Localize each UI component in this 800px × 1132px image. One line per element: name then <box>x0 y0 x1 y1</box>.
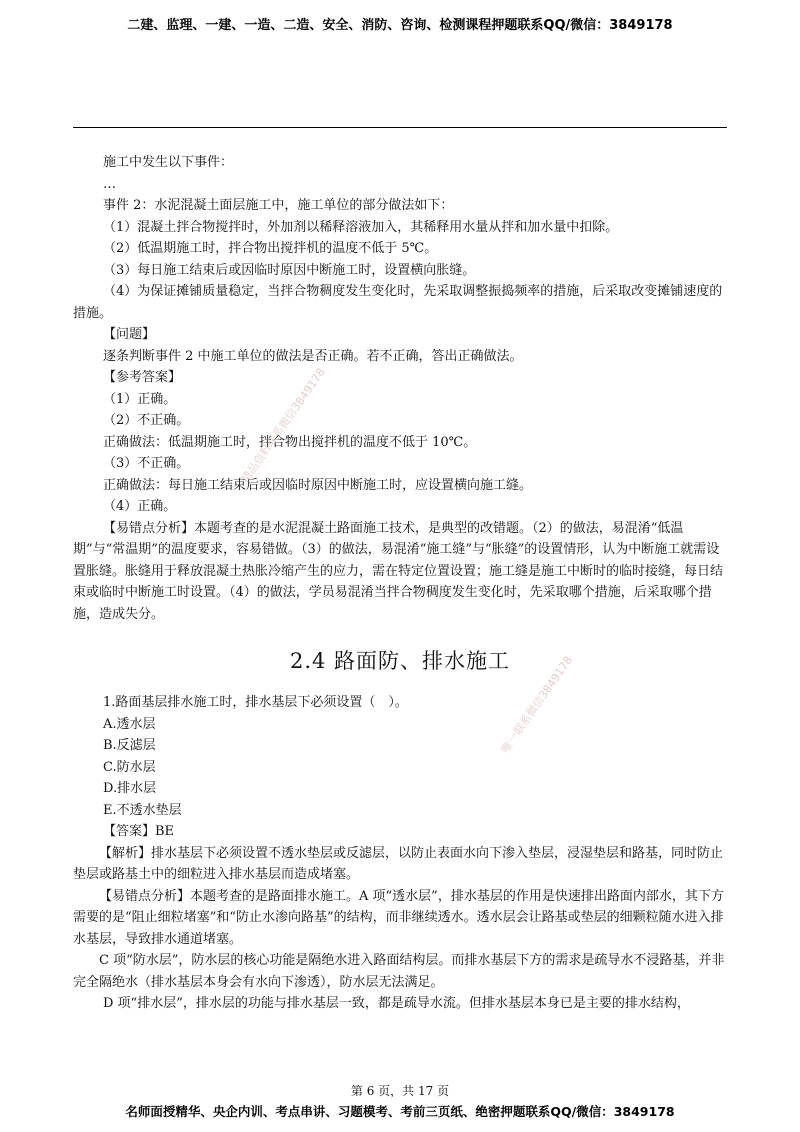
error-analysis-paragraph: 【易错点分析】本题考查的是水泥混凝土路面施工技术，是典型的改错题。（2）的做法，易混淆“低温期”与“常温期”的温度要求，容易错做。（3）的做法，易混淆“施工缝”与“胀缝”的设置情形，认为中断施工就需设置胀缝。胀缝用于释放混凝土热胀冷缩产生的应力，需在特定位置设置；施工缝是施工中断时的临时接缝，每日结束或临时中断施工时设置。（4）的做法，学员易混淆当拌合物稠度发生变化时，先采取哪个措施，后采取哪个措施，造成失分。 <box>73 520 724 622</box>
event-item-2: （2）低温期施工时，拌合物出搅拌机的温度不低于 5℃。 <box>103 241 438 256</box>
event-intro: 施工中发生以下事件： <box>103 155 234 170</box>
answer-2: （2）不正确。 <box>103 413 190 428</box>
event-item-3: （3）每日施工结束后或因临时原因中断施工时，设置横向胀缝。 <box>103 262 476 278</box>
answer-4: （4）正确。 <box>103 499 177 514</box>
section-title: 2.4 路面防、排水施工 <box>289 649 511 673</box>
watermark: 精品资料联系微信3849178 <box>238 365 328 486</box>
event-item-1: （1）混凝土拌合物搅拌时，外加剂以稀释溶液加入，其稀释用水量从拌和加水量中扣除。 <box>103 219 619 235</box>
option-b: B.反滤层 <box>103 738 156 753</box>
question-label: 【问题】 <box>103 327 156 342</box>
event-section <box>73 152 728 625</box>
option-d: D.排水层 <box>103 781 157 796</box>
answer-label: 【答案】BE <box>103 824 175 839</box>
error-analysis-c: C 项“防水层”，防水层的核心功能是隔绝水进入路面结构层。而排水基层下方的需求是疏导水不浸路基，并非完全隔绝水（排水基层本身会有水向下渗透），防水层无法满足。 <box>73 953 725 990</box>
answer-3-correction: 正确做法：每日施工结束后或因临时原因中断施工时，应设置横向施工缝。 <box>103 477 533 493</box>
page-footer: 名师面授精华、央企内训、考点串讲、习题模考、考前三页纸、绝密押题联系QQ/微信：3849178 <box>125 1104 675 1119</box>
header-divider <box>73 127 727 128</box>
option-a: A.透水层 <box>103 716 156 732</box>
question-text: 逐条判断事件 2 中施工单位的做法是否正确。若不正确，答出正确做法。 <box>103 348 523 364</box>
page-number: 第 6 页，共 17 页 <box>350 1084 450 1098</box>
reference-answer-label: 【参考答案】 <box>103 370 182 385</box>
event-2-heading: 事件 2：水泥混凝土面层施工中，施工单位的部分做法如下： <box>103 198 454 213</box>
answer-3: （3）不正确。 <box>103 456 190 471</box>
error-analysis-d: D 项“排水层”，排水层的功能与排水基层一致，都是疏导水流。但排水基层本身已是主要的排水结构， <box>103 996 690 1011</box>
question-stem: 1.路面基层排水施工时，排水基层下必须设置（ ）。 <box>103 695 408 710</box>
answer-1: （1）正确。 <box>103 391 177 407</box>
event-item-4: （4）为保证摊铺质量稳定，当拌合物稠度发生变化时，先采取调整振捣频率的措施，后采取改变摊铺速度的措施。 <box>73 284 723 321</box>
answer-2-correction: 正确做法：低温期施工时，拌合物出搅拌机的温度不低于 10℃。 <box>103 434 477 450</box>
ellipsis: … <box>103 176 116 192</box>
page-header: 二建、监理、一建、一造、二造、安全、消防、咨询、检测课程押题联系QQ/微信：3849178 <box>127 18 673 33</box>
option-c: C.防水层 <box>103 759 156 775</box>
question-block <box>73 692 728 1015</box>
option-e: E.不透水垫层 <box>103 802 182 818</box>
explanation-paragraph: 【解析】排水基层下必须设置不透水垫层或反滤层，以防止表面水向下渗入垫层，浸湿垫层和路基，同时防止垫层或路基土中的细粒进入排水基层而造成堵塞。 <box>73 845 724 882</box>
error-analysis-a: 【易错点分析】本题考查的是路面排水施工。A 项“透水层”，排水基层的作用是快速排出路面内部水，其下方需要的是“阻止细粒堵塞”和“防止水渗向路基”的结构，而非继续透水。透水层会让路基或垫层的细颗粒随水进入排水基层，导致排水通道堵塞。 <box>73 888 724 947</box>
watermark: 唯一联系微信3849178 <box>498 653 576 756</box>
